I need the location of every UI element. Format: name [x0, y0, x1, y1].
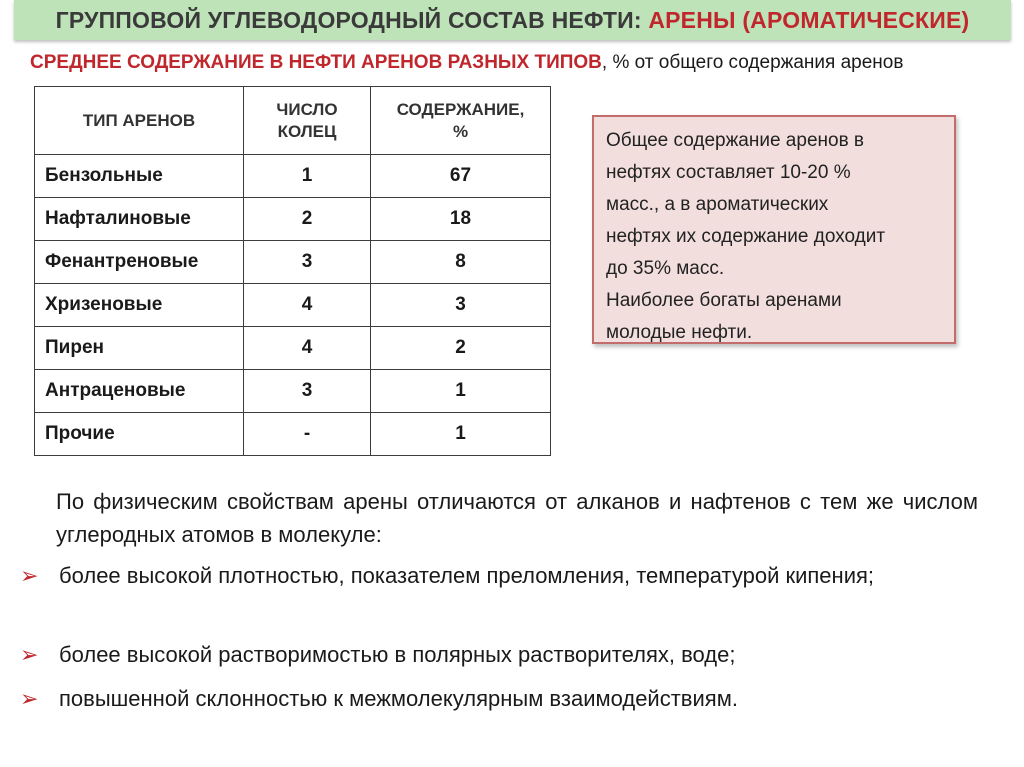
- table-caption-rest: , % от общего содержания аренов: [601, 52, 904, 73]
- cell-rings: 4: [244, 327, 371, 370]
- slide-title-highlight: АРЕНЫ (АРОМАТИЧЕСКИЕ): [648, 7, 970, 33]
- properties-intro: По физическим свойствам арены отличаются от алканов и нафтенов с тем же числом углеродных атомов в молекуле:: [56, 489, 978, 547]
- cell-content: 8: [371, 241, 551, 284]
- cell-type: Хризеновые: [35, 284, 244, 327]
- header-arene-type: ТИП АРЕНОВ: [35, 87, 244, 155]
- cell-type: Антраценовые: [35, 370, 244, 413]
- cell-type: Пирен: [35, 327, 244, 370]
- list-item: [20, 639, 1017, 670]
- cell-rings: 4: [244, 284, 371, 327]
- cell-content: 2: [371, 327, 551, 370]
- cell-type: Фенантреновые: [35, 241, 244, 284]
- header-ring-count-line2: КОЛЕЦ: [277, 121, 337, 141]
- table-row: [35, 155, 551, 198]
- table-row: [35, 198, 551, 241]
- cell-content: 67: [371, 155, 551, 198]
- header-content-line1: СОДЕРЖАНИЕ,: [396, 99, 525, 119]
- cell-rings: -: [244, 413, 371, 456]
- table-row: [35, 284, 551, 327]
- table-caption-bold: СРЕДНЕЕ СОДЕРЖАНИЕ В НЕФТИ АРЕНОВ РАЗНЫХ ТИПОВ: [30, 52, 602, 73]
- table-row: [35, 327, 551, 370]
- arrow-right-icon: ➢: [20, 563, 39, 588]
- arenes-table: [34, 86, 551, 456]
- arrow-right-icon: ➢: [20, 642, 39, 667]
- cell-type: Бензольные: [35, 155, 244, 198]
- arrow-right-icon: ➢: [20, 686, 39, 711]
- info-line: до 35% масс.: [606, 258, 725, 279]
- list-item-text: повышенной склонностью к межмолекулярным взаимодействиям.: [59, 686, 738, 711]
- slide-title-main: ГРУППОВОЙ УГЛЕВОДОРОДНЫЙ СОСТАВ НЕФТИ:: [55, 7, 649, 33]
- cell-rings: 1: [244, 155, 371, 198]
- cell-rings: 3: [244, 241, 371, 284]
- cell-type: Прочие: [35, 413, 244, 456]
- list-item-text: более высокой растворимостью в полярных растворителях, воде;: [59, 642, 736, 667]
- header-content: [371, 87, 551, 155]
- info-line: Наиболее богаты аренами: [606, 290, 842, 311]
- info-line: нефтях их содержание доходит: [606, 226, 886, 247]
- cell-rings: 3: [244, 370, 371, 413]
- list-item: [20, 560, 1017, 591]
- info-line: нефтях составляет 10-20 %: [606, 162, 851, 183]
- table-caption: [30, 51, 1010, 75]
- info-box: [592, 115, 956, 344]
- table-header-row: [35, 87, 551, 155]
- info-line: молодые нефти.: [606, 322, 753, 343]
- list-item-text: более высокой плотностью, показателем преломления, температурой кипения;: [59, 563, 875, 588]
- cell-content: 1: [371, 370, 551, 413]
- header-ring-count-line1: ЧИСЛО: [276, 99, 338, 119]
- table-row: [35, 370, 551, 413]
- cell-content: 18: [371, 198, 551, 241]
- cell-rings: 2: [244, 198, 371, 241]
- cell-content: 3: [371, 284, 551, 327]
- header-ring-count: [244, 87, 371, 155]
- cell-type: Нафталиновые: [35, 198, 244, 241]
- info-line: масс., а в ароматических: [606, 194, 829, 215]
- table-row: [35, 241, 551, 284]
- table-row: [35, 413, 551, 456]
- cell-content: 1: [371, 413, 551, 456]
- info-line: Общее содержание аренов в: [606, 130, 865, 151]
- header-content-line2: %: [452, 121, 469, 141]
- list-item: [20, 683, 1017, 714]
- title-band: [14, 0, 1011, 40]
